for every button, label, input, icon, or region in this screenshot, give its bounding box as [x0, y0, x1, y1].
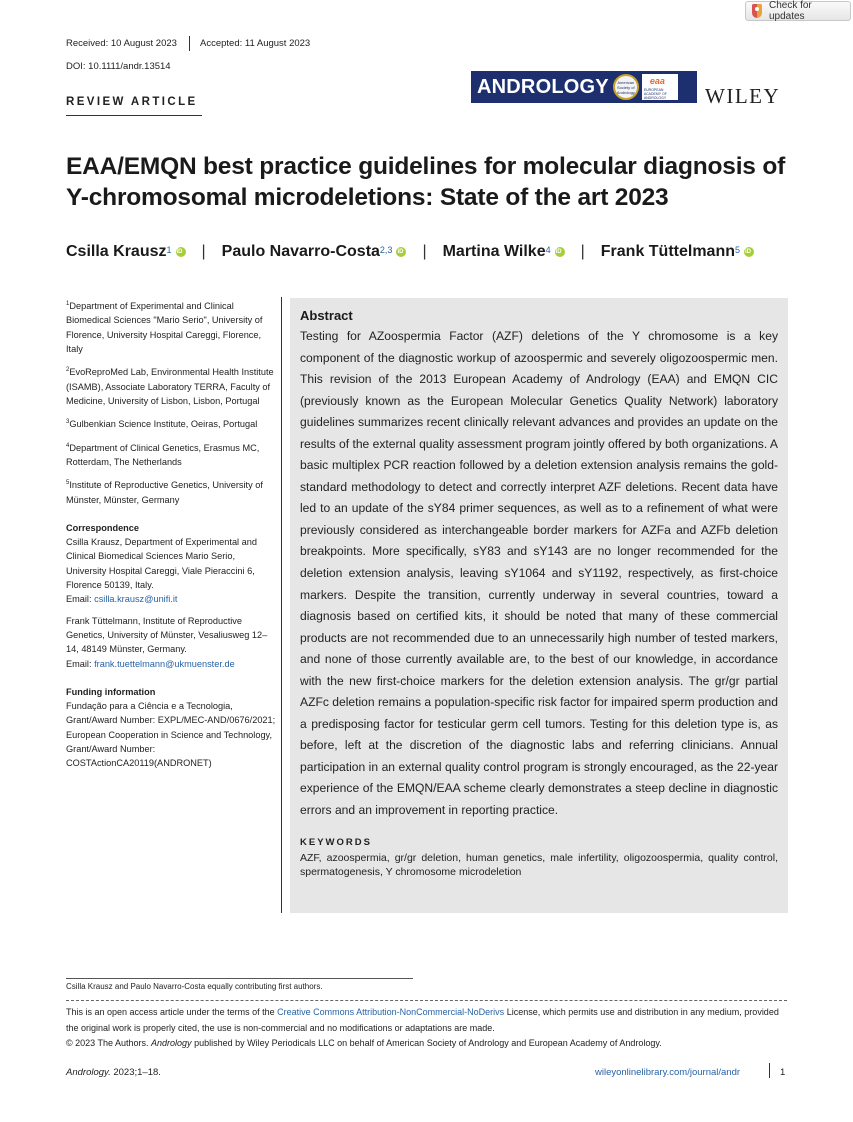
license-post: License, which permits use and distribution in any medium, provided the original work is properly cited, the use is non-commercial and no modifications or adaptations are made.: [66, 1007, 779, 1033]
correspondence-address: Csilla Krausz, Department of Experimental and Clinical Biomedical Sciences Mario Serio, University Hospital Careggi, Viale Pieraccini 6, Florence 50139, Italy.: [66, 537, 257, 591]
orcid-icon[interactable]: [744, 247, 754, 257]
author-name[interactable]: Martina Wilke: [442, 243, 546, 260]
copyright-post: published by Wiley Periodicals LLC on behalf of American Society of Andrology and European Academy of Andrology.: [191, 1038, 662, 1048]
orcid-icon[interactable]: [396, 247, 406, 257]
copyright-pre: © 2023 The Authors.: [66, 1038, 152, 1048]
affiliation-number: 3: [66, 419, 70, 426]
crossmark-icon: [750, 4, 764, 18]
accepted-date: Accepted: 11 August 2023: [200, 38, 311, 49]
license-pre: This is an open access article under the terms of the: [66, 1007, 278, 1017]
author-separator: |: [422, 243, 427, 260]
column-divider: [281, 297, 282, 913]
author-affiliation-sup: 5: [735, 245, 741, 255]
funding-text: Fundação para a Ciência e a Tecnologia, Grant/Award Number: EXPL/MEC-AND/0676/2021; European Cooperation in Science and Technology, Grant/Award Number: COSTActionCA20119(ANDRONET): [66, 701, 276, 769]
abstract-heading: Abstract: [300, 308, 353, 323]
publisher-logo: WILEY: [705, 84, 781, 108]
journal-banner: [471, 71, 697, 103]
affiliation-text: Institute of Reproductive Genetics, University of Münster, Münster, Germany: [66, 480, 263, 505]
citation-rest: 2023;1–18.: [110, 1067, 161, 1078]
affiliation: [66, 415, 276, 431]
author-name[interactable]: Paulo Navarro-Costa: [221, 243, 380, 260]
author-separator: |: [580, 243, 585, 260]
correspondence-entry: [66, 614, 276, 671]
footnote: Csilla Krausz and Paulo Navarro-Costa equally contributing first authors.: [66, 982, 323, 991]
author-affiliation-sup: 4: [545, 245, 551, 255]
affiliation: [66, 363, 276, 408]
affiliation: [66, 297, 276, 356]
author-affiliation-sup: 1: [166, 245, 172, 255]
author-name[interactable]: Frank Tüttelmann: [600, 243, 735, 260]
affiliation-text: EvoReproMed Lab, Environmental Health Institute (ISAMB), Associate Laboratory TERRA, Faculty of Medicine, University of Lisbon, Lisbon, Portugal: [66, 367, 274, 406]
eaa-logo-subtitle: EUROPEAN ACADEMY OF ANDROLOGY: [643, 88, 667, 100]
funding-heading: Funding information: [66, 686, 156, 697]
check-for-updates-label: Check for updates: [768, 0, 812, 22]
email-link[interactable]: frank.tuettelmann@ukmuenster.de: [94, 658, 235, 669]
date-divider: [189, 36, 190, 51]
affiliation-text: Department of Experimental and Clinical Biomedical Sciences "Mario Serio", University of Florence, University Hospital Careggi, Florence, Italy: [66, 301, 263, 354]
correspondence-heading: Correspondence: [66, 522, 140, 533]
affiliation: [66, 439, 276, 470]
license-text: [66, 1005, 787, 1052]
affiliation-number: 5: [66, 480, 70, 487]
eaa-logo: [642, 74, 678, 100]
correspondence-entry: [66, 535, 276, 606]
journal-url[interactable]: wileyonlinelibrary.com/journal/andr: [595, 1067, 741, 1078]
affiliation-text: Department of Clinical Genetics, Erasmus MC, Rotterdam, The Netherlands: [66, 442, 260, 467]
article-type-rule: [66, 115, 202, 116]
abstract-box: [290, 298, 788, 913]
check-for-updates-button[interactable]: [745, 1, 851, 21]
affiliation-number: 1: [66, 301, 70, 307]
footnote-rule: [66, 978, 413, 979]
keywords-list: AZF, azoospermia, gr/gr deletion, human genetics, male infertility, oligozoospermia, quality control, spermatogenesis, Y chromosome microdeletion: [300, 851, 778, 879]
affiliation-text: Gulbenkian Science Institute, Oeiras, Portugal: [69, 419, 258, 430]
citation: [66, 1067, 161, 1078]
email-label: Email:: [66, 594, 95, 605]
author-separator: |: [201, 243, 206, 260]
orcid-icon[interactable]: [176, 247, 186, 257]
affiliation-number: 2: [66, 367, 70, 374]
page-number: 1: [780, 1067, 786, 1078]
affiliation: [66, 476, 276, 507]
copyright-journal: Andrology: [151, 1038, 192, 1048]
page-number-divider: [769, 1063, 770, 1078]
eaa-logo-text: eaa: [649, 76, 665, 86]
article-type: REVIEW ARTICLE: [66, 96, 198, 108]
doi[interactable]: DOI: 10.1111/andr.13514: [66, 61, 171, 72]
article-title: EAA/EMQN best practice guidelines for molecular diagnosis of Y-chromosomal microdeletions: State of the art 2023: [66, 153, 786, 211]
author-name[interactable]: Csilla Krausz: [66, 243, 167, 260]
email-link[interactable]: csilla.krausz@unifi.it: [94, 594, 178, 605]
correspondence-address: Frank Tüttelmann, Institute of Reproductive Genetics, University of Münster, Vesaliusweg 12–14, 48149 Münster, Germany.: [66, 615, 268, 655]
keywords-heading: KEYWORDS: [300, 836, 372, 848]
journal-title: ANDROLOGY: [477, 75, 609, 98]
email-label: Email:: [66, 658, 95, 669]
author-list: [66, 243, 754, 261]
affiliation-number: 4: [66, 442, 70, 449]
license-link[interactable]: Creative Commons Attribution-NonCommercial-NoDerivs: [277, 1007, 505, 1017]
license-divider: [66, 1000, 787, 1001]
society-seal-icon: American Society of Andrology: [613, 74, 639, 100]
received-date: Received: 10 August 2023: [66, 38, 177, 49]
abstract-body: Testing for AZoospermia Factor (AZF) deletions of the Y chromosome is a key component of the diagnostic workup of azoospermic and severely oligozoospermic men. This revision of the 2013 European Academy of Andrology (EAA) and EMQN CIC (previously known as the European Molecular Genetics Quality Network) laboratory guidelines summarizes recent clinically relevant advances and provides an update on the results of the external quality assessment program jointly offered by both organizations. A basic multiplex PCR reaction followed by a deletion extension analysis remains the gold-standard methodology to detect and correctly interpret AZF deletions. Recent data have led to an update of the sY84 primer sequences, as well as to a refinement of what were previously considered as interchangeable border markers for AZFa and AZFb deletion breakpoints. More specifically, sY83 and sY143 are no longer recommended for the deletion extension analysis, leaving sY1064 and sY1192, respectively, as first-choice markers. Despite the transition, currently underway in several countries, toward a diagnosis based on certified kits, it should be noted that many of these commercial products are not recommended due to an unnecessarily high number of tested markers, and none of those currently available are, to the best of our knowledge, in accordance with the new first-choice markers for the deletion extension analysis. The gr/gr partial AZFc deletion remains a population-specific risk factor for impaired sperm production and a predisposing factor for testicular germ cell tumors. Testing for this deletion type is, as before, left at the discretion of the diagnostic labs and referring clinicians. Annual participation in an external quality control program is strongly encouraged, as the 22-year experience of the EMQN/EAA scheme clearly demonstrates a steep decline in diagnostic errors and an improvement in reporting practice.: [300, 329, 778, 818]
orcid-icon[interactable]: [555, 247, 565, 257]
author-affiliation-sup: 2,3: [379, 245, 393, 255]
citation-journal: Andrology.: [66, 1067, 111, 1078]
left-column: [66, 297, 276, 771]
